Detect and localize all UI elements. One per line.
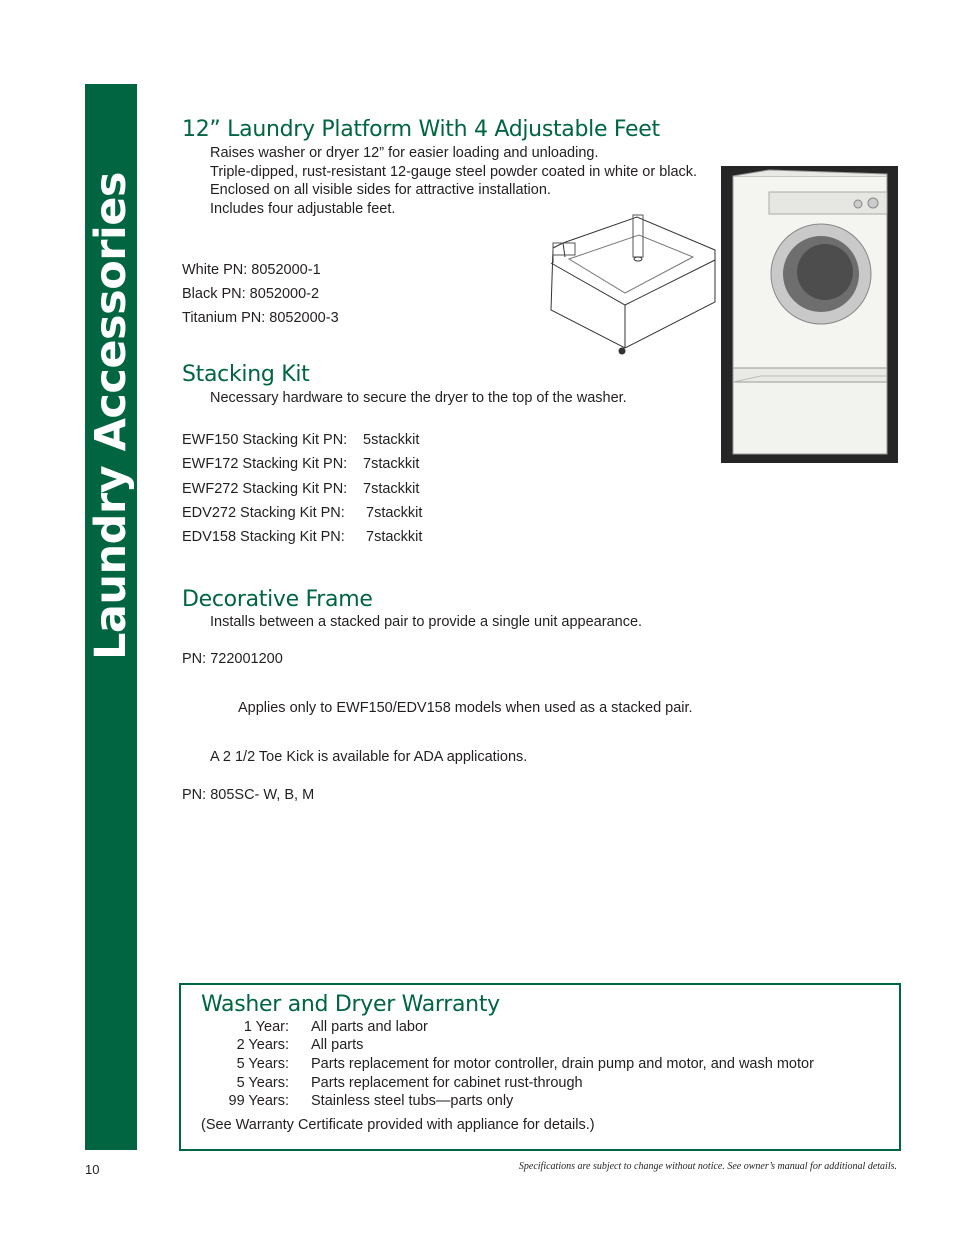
warranty-note: (See Warranty Certificate provided with appliance for details.) — [201, 1117, 595, 1133]
warranty-coverage: All parts and labor — [311, 1019, 428, 1035]
toe-kick-part-number: PN: 805SC- W, B, M — [182, 787, 315, 803]
stacking-kit-bullets — [182, 389, 702, 408]
decorative-frame-part-number: PN: 722001200 — [182, 651, 283, 667]
stacking-kit-row: EDV272 Stacking Kit PN: 7stackkit — [182, 505, 423, 521]
platform-illustration — [545, 205, 717, 355]
list-item: Installs between a stacked pair to provide a single unit appearance. — [210, 614, 643, 630]
list-item: Triple-dipped, rust-resistant 12-gauge steel powder coated in white or black. — [210, 163, 698, 180]
titanium-part-number: Titanium PN: 8052000-3 — [182, 310, 339, 326]
white-part-number: White PN: 8052000-1 — [182, 262, 321, 278]
decorative-frame-bullets — [182, 613, 742, 632]
platform-heading: 12” Laundry Platform With 4 Adjustable Feet — [182, 117, 660, 142]
footer-disclaimer: Specifications are subject to change without notice. See owner’s manual for additional details. — [518, 1161, 897, 1172]
washer-on-platform-photo — [721, 166, 898, 463]
list-item: Raises washer or dryer 12” for easier loading and unloading. — [210, 145, 599, 161]
page-number: 10 — [85, 1162, 100, 1177]
sidebar-title: Laundry Accessories — [86, 172, 136, 660]
stacking-kit-row: EWF172 Stacking Kit PN: 7stackkit — [182, 456, 420, 472]
warranty-period: 2 Years: — [236, 1037, 289, 1053]
warranty-coverage: All parts — [311, 1037, 364, 1053]
warranty-heading: Washer and Dryer Warranty — [201, 992, 500, 1017]
warranty-box — [179, 983, 901, 1151]
warranty-period: 5 Years: — [236, 1075, 289, 1091]
warranty-period: 1 Year: — [243, 1019, 289, 1035]
warranty-coverage: Parts replacement for motor controller, drain pump and motor, and wash motor — [311, 1056, 814, 1072]
warranty-coverage: Stainless steel tubs—parts only — [311, 1093, 514, 1109]
warranty-period: 5 Years: — [236, 1056, 289, 1072]
list-item: Enclosed on all visible sides for attractive installation. — [210, 182, 551, 198]
stacking-kit-row: EWF272 Stacking Kit PN: 7stackkit — [182, 481, 420, 497]
stacking-kit-row: EWF150 Stacking Kit PN: 5stackkit — [182, 432, 420, 448]
list-item: Includes four adjustable feet. — [210, 200, 396, 217]
black-part-number: Black PN: 8052000-2 — [182, 286, 320, 302]
list-item: Necessary hardware to secure the dryer to the top of the washer. — [210, 390, 627, 406]
warranty-period: 99 Years: — [228, 1093, 289, 1109]
stacking-kit-row: EDV158 Stacking Kit PN: 7stackkit — [182, 529, 423, 545]
washer-illustration — [721, 166, 898, 463]
stacking-kit-heading: Stacking Kit — [182, 362, 310, 387]
warranty-coverage: Parts replacement for cabinet rust-through — [311, 1075, 583, 1091]
decorative-frame-heading: Decorative Frame — [182, 587, 373, 612]
list-item: A 2 1/2 Toe Kick is available for ADA applications. — [210, 749, 528, 765]
toe-kick-bullets — [182, 748, 742, 767]
sidebar-band — [85, 84, 137, 1150]
decorative-frame-note: Applies only to EWF150/EDV158 models when used as a stacked pair. — [238, 700, 693, 716]
